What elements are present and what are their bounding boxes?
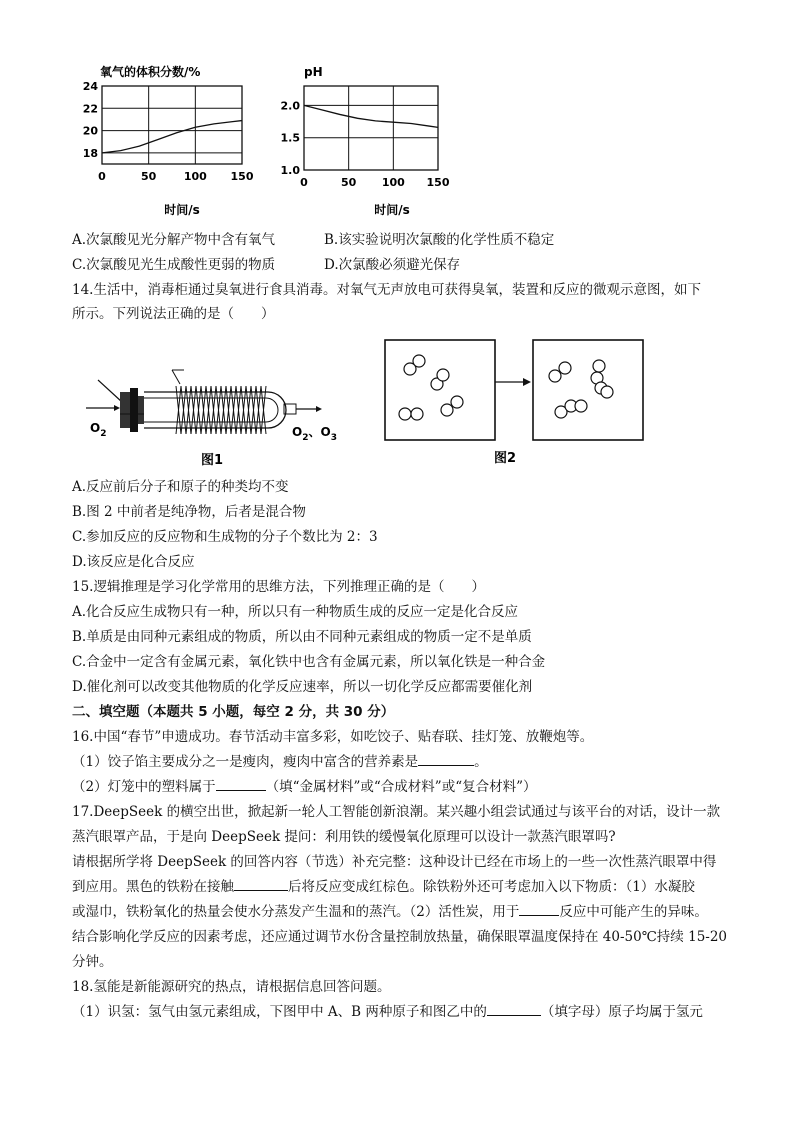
q17-blank1[interactable] (234, 878, 288, 891)
svg-text:O2、O3 (292, 425, 337, 443)
oxygen-fraction-chart (70, 62, 270, 222)
ph-chart (270, 62, 470, 222)
molecule-diagram-figure (375, 332, 665, 472)
fig2-caption: 图2 (493, 451, 517, 466)
chart2-xtick-label: 0 (300, 176, 308, 189)
q14-stem-line1: 14.生活中，消毒柜通过臭氧进行食具消毒。对氧气无声放电可获得臭氧，装置和反应的微观示意图，如下 (72, 282, 701, 298)
q17-line6: 结合影响化学反应的因素考虑，还应通过调节水份含量控制放热量，确保眼罩温度保持在 40-50℃持续 15-20 (72, 929, 728, 945)
q14-option-a: A.反应前后分子和原子的种类均不变 (72, 479, 289, 495)
q16-blank1[interactable] (418, 753, 474, 766)
q15-option-d: D.催化剂可以改变其他物质的化学反应速率，所以一切化学反应都需要催化剂 (72, 679, 533, 695)
chart1-xtick-label: 150 (230, 170, 254, 183)
q13-option-c: C.次氯酸见光生成酸性更弱的物质 (72, 257, 276, 273)
q14-stem-line2: 所示。下列说法正确的是（ ） (72, 306, 275, 322)
q17-line2: 蒸汽眼罩产品，于是向 DeepSeek 提问：利用铁的缓慢氧化原理可以设计一款蒸汽眼罩吗? (72, 829, 616, 845)
q13-option-d: D.次氯酸必须避光保存 (324, 257, 461, 273)
chart1-ytick-label: 18 (82, 146, 98, 160)
q15-option-b: B.单质是由同种元素组成的物质，所以由不同种元素组成的物质一定不是单质 (72, 629, 532, 645)
q17-line7: 分钟。 (72, 954, 113, 970)
fig1-outlet-o2-sub: 2 (302, 433, 309, 443)
after-box (533, 340, 643, 440)
chart2-xtick-label: 150 (426, 176, 450, 189)
q16-part2: （2）灯笼中的塑料属于 （填“金属材料”或“合成材料”或“复合材料”） (72, 779, 537, 795)
q16-blank2[interactable] (216, 778, 266, 791)
q17-line1: 17.DeepSeek 的横空出世，掀起新一轮人工智能创新浪潮。某兴趣小组尝试通过与该平台的对话，设计一款 (72, 804, 721, 820)
q18-stem: 18.氢能是新能源研究的热点，请根据信息回答问题。 (72, 979, 391, 995)
chart2-ylabel: pH (304, 65, 323, 79)
chart2-ytick-label: 2.0 (280, 99, 300, 113)
q14-option-c: C.参加反应的反应物和生成物的分子个数比为 2：3 (72, 529, 378, 545)
fig1-outlet-sep: 、 (308, 425, 321, 439)
chart1-ylabel: 氧气的体积分数/% (100, 65, 201, 79)
fig1-inlet-sub: 2 (100, 429, 107, 439)
chart1-xtick-label: 50 (141, 170, 157, 183)
q13-option-b: B.该实验说明次氯酸的化学性质不稳定 (324, 232, 555, 248)
q16-part1: （1）饺子馅主要成分之一是瘦肉，瘦肉中富含的营养素是 。 (72, 754, 488, 770)
q17-line4: 到应用。黑色的铁粉在接触 后将反应变成红棕色。除铁粉外还可考虑加入以下物质：（1）水凝胶 (72, 879, 695, 895)
q15-stem: 15.逻辑推理是学习化学常用的思维方法，下列推理正确的是（ ） (72, 579, 485, 595)
fig1-outlet-o3-sub: 3 (330, 433, 337, 443)
fig1-outlet-o2: O (292, 425, 303, 439)
chart1-ytick-label: 20 (82, 124, 98, 138)
q18-blank1[interactable] (487, 1003, 541, 1016)
q13-option-a: A.次氯酸见光分解产物中含有氧气 (72, 232, 276, 248)
chart1-series-line (102, 121, 242, 153)
q15-option-c: C.合金中一定含有金属元素，氧化铁中也含有金属元素，所以氧化铁是一种合金 (72, 654, 546, 670)
q17-line3: 请根据所学将 DeepSeek 的回答内容（节选）补充完整：这种设计已经在市场上的一些一次性蒸汽眼罩中得 (72, 854, 717, 870)
fig1-caption: 图1 (200, 453, 224, 468)
ozone-generator-figure (80, 340, 350, 470)
chart2-series-line (304, 105, 438, 127)
q18-part1: （1）识氢：氢气由氢元素组成，下图甲中 A、B 两种原子和图乙中的 （填字母）原子均属于氢元 (72, 1004, 703, 1020)
chart1-ytick-label: 22 (82, 102, 98, 116)
chart1-xtick-label: 0 (98, 170, 106, 183)
before-box (385, 340, 495, 440)
svg-text:O2 (90, 421, 106, 439)
chart2-xtick-label: 100 (381, 176, 405, 189)
chart1-xlabel: 时间/s (164, 203, 200, 217)
chart2-frame (304, 86, 438, 170)
fig1-inlet-label: O (90, 421, 101, 435)
q14-option-d: D.该反应是化合反应 (72, 554, 195, 570)
fig1-outlet-o3: O (320, 425, 331, 439)
chart2-ytick-label: 1.5 (280, 131, 300, 145)
chart1-xtick-label: 100 (183, 170, 207, 183)
q17-line5: 或湿巾，铁粉氧化的热量会使水分蒸发产生温和的蒸汽。（2）活性炭，用于 反应中可能产生的异味。 (72, 904, 708, 920)
q17-blank2[interactable] (519, 903, 559, 916)
q16-stem: 16.中国“春节”申遗成功。春节活动丰富多彩，如吃饺子、贴春联、挂灯笼、放鞭炮等。 (72, 729, 594, 745)
chart2-xlabel: 时间/s (374, 203, 410, 217)
section-fill-in-title: 二、填空题（本题共 5 小题，每空 2 分，共 30 分） (72, 704, 395, 720)
q15-option-a: A.化合反应生成物只有一种，所以只有一种物质生成的反应一定是化合反应 (72, 604, 519, 620)
chart1-ytick-label: 24 (82, 80, 98, 93)
chart2-ytick-label: 1.0 (280, 164, 300, 177)
chart2-xtick-label: 50 (341, 176, 357, 189)
chart1-frame (102, 86, 242, 164)
q14-option-b: B.图 2 中前者是纯净物，后者是混合物 (72, 504, 306, 520)
